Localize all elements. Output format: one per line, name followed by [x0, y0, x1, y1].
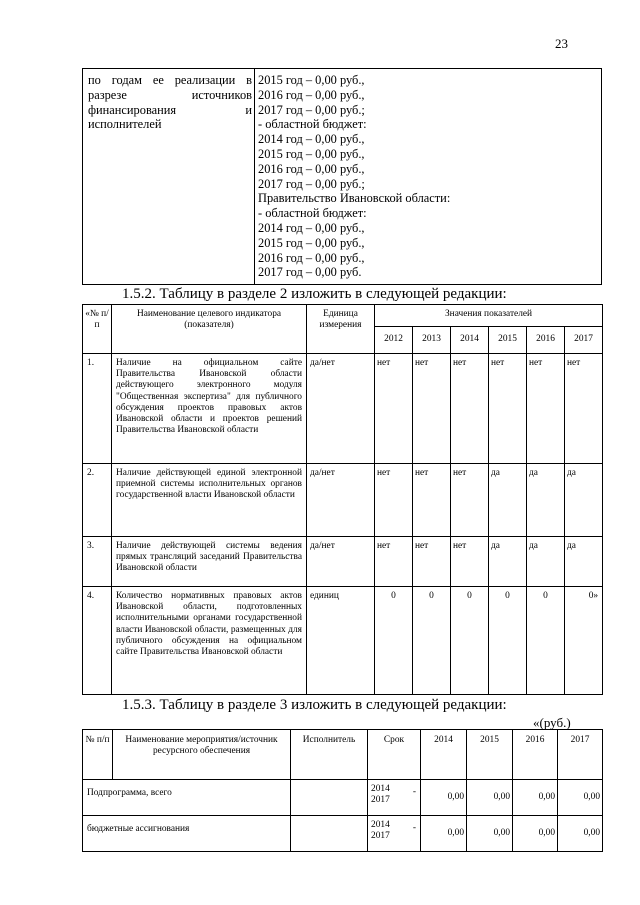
indicator-name: Количество нормативных правовых актов Ивановской области, подготовленных исполнительными органами государственной власти Ивановской области, размещенных для публичного обсуждения на официальном сайте Правительства Ивановской области [112, 587, 307, 695]
indicator-value: да [527, 464, 565, 537]
indicator-unit: да/нет [307, 354, 375, 464]
indicator-value: нет [451, 537, 489, 587]
funding-table [82, 68, 602, 285]
indicator-value: 0» [565, 587, 603, 695]
funding-line: 2016 год – 0,00 руб., [258, 250, 365, 265]
indicator-value: да [489, 537, 527, 587]
year-header: 2016 [527, 327, 565, 354]
term-start: 2014 [371, 784, 390, 794]
table-row [83, 464, 603, 537]
indicator-value: нет [527, 354, 565, 464]
term-start: 2014 [371, 820, 390, 830]
header-term: Срок [368, 730, 421, 780]
funding-line: - областной бюджет: [258, 117, 367, 132]
funding-line: 2017 год – 0,00 руб. [258, 265, 362, 280]
header-num: «№ п/п [83, 305, 112, 354]
term-end: 2017 [371, 795, 390, 806]
indicator-value: да [565, 537, 603, 587]
funding-line: 2014 год – 0,00 руб., [258, 220, 365, 235]
funding-line: 2015 год – 0,00 руб., [258, 73, 365, 87]
year-header: 2015 [467, 730, 513, 780]
year-header: 2017 [558, 730, 603, 780]
indicator-value: 0 [451, 587, 489, 695]
header-measure-name: Наименование мероприятия/источник ресурсного обеспечения [113, 730, 291, 780]
page-number: 23 [555, 36, 568, 51]
indicator-value: да [489, 464, 527, 537]
year-header: 2012 [375, 327, 413, 354]
header-unit: Единица измерения [307, 305, 375, 354]
year-header: 2017 [565, 327, 603, 354]
row-num: 3. [83, 537, 112, 587]
year-header: 2013 [413, 327, 451, 354]
indicator-unit: да/нет [307, 464, 375, 537]
measure-amount: 0,00 [558, 780, 603, 816]
indicator-unit: единиц [307, 587, 375, 695]
funding-label-line: исполнителей [88, 117, 162, 132]
funding-label-cell [83, 69, 255, 285]
funding-label-line: финансирования и [88, 102, 252, 117]
funding-line: 2016 год – 0,00 руб., [258, 87, 365, 102]
measure-amount: 0,00 [421, 780, 467, 816]
funding-values-cell [255, 69, 602, 285]
measure-amount: 0,00 [513, 780, 558, 816]
indicator-value: да [527, 537, 565, 587]
table-row [83, 537, 603, 587]
term-dash: - [412, 823, 416, 833]
indicator-value: 0 [527, 587, 565, 695]
indicator-value: нет [413, 537, 451, 587]
year-header: 2014 [421, 730, 467, 780]
indicator-value: нет [565, 354, 603, 464]
indicator-value: 0 [489, 587, 527, 695]
table-row [83, 816, 603, 852]
indicator-value: 0 [413, 587, 451, 695]
indicator-value: нет [375, 354, 413, 464]
indicator-value: нет [413, 354, 451, 464]
funding-line: 2017 год – 0,00 руб.; [258, 102, 365, 117]
funding-line: 2015 год – 0,00 руб., [258, 146, 365, 161]
indicator-value: нет [375, 464, 413, 537]
measure-name: Подпрограмма, всего [83, 780, 291, 816]
indicator-unit: да/нет [307, 537, 375, 587]
section-heading-1-5-3: 1.5.3. Таблицу в разделе 3 изложить в следующей редакции: [122, 697, 507, 713]
row-num: 4. [83, 587, 112, 695]
year-header: 2016 [513, 730, 558, 780]
funding-line: - областной бюджет: [258, 206, 367, 221]
funding-label-line: по годам ее реализации в [88, 73, 252, 87]
indicator-value: 0 [375, 587, 413, 695]
indicator-value: да [565, 464, 603, 537]
unit-note: «(руб.) [533, 715, 571, 730]
funding-line: Правительство Ивановской области: [258, 191, 451, 206]
measure-executor [291, 780, 368, 816]
indicator-value: нет [489, 354, 527, 464]
indicator-value: нет [375, 537, 413, 587]
indicator-name: Наличие действующей системы ведения прямых трансляций заседаний Правительства Ивановской области [112, 537, 307, 587]
funding-line: 2017 год – 0,00 руб.; [258, 176, 365, 191]
table-row [83, 354, 603, 464]
year-header: 2015 [489, 327, 527, 354]
section-heading-1-5-2: 1.5.2. Таблицу в разделе 2 изложить в следующей редакции: [122, 286, 507, 302]
measures-table [82, 729, 603, 852]
measure-amount: 0,00 [421, 816, 467, 852]
funding-line: 2014 год – 0,00 руб., [258, 132, 365, 147]
measure-amount: 0,00 [513, 816, 558, 852]
measure-executor [291, 816, 368, 852]
measure-amount: 0,00 [467, 816, 513, 852]
header-num: № п/п [83, 730, 113, 780]
header-indicator-name: Наименование целевого индикатора (показателя) [112, 305, 307, 354]
row-num: 2. [83, 464, 112, 537]
measure-name: бюджетные ассигнования [83, 816, 291, 852]
indicator-name: Наличие на официальном сайте Правительства Ивановской области действующего электронного модуля "Общественная экспертиза" для публичного обсуждения проектов правовых актов Ивановской области и проектов решений Правительства Ивановской области [112, 354, 307, 464]
measure-amount: 0,00 [558, 816, 603, 852]
funding-line: 2015 год – 0,00 руб., [258, 235, 365, 250]
row-num: 1. [83, 354, 112, 464]
indicators-table [82, 304, 603, 695]
year-header: 2014 [451, 327, 489, 354]
funding-line: 2016 год – 0,00 руб., [258, 161, 365, 176]
indicator-name: Наличие действующей единой электронной приемной системы исполнительных органов государственной власти Ивановской области [112, 464, 307, 537]
measure-term [368, 780, 421, 816]
table-row [83, 587, 603, 695]
indicator-value: нет [451, 464, 489, 537]
measure-term [368, 816, 421, 852]
header-values: Значения показателей [375, 305, 603, 327]
measure-amount: 0,00 [467, 780, 513, 816]
funding-label-line: разрезе источников [88, 87, 252, 102]
term-dash: - [412, 787, 416, 797]
header-executor: Исполнитель [291, 730, 368, 780]
table-row [83, 780, 603, 816]
indicator-value: нет [413, 464, 451, 537]
indicator-value: нет [451, 354, 489, 464]
term-end: 2017 [371, 831, 390, 842]
